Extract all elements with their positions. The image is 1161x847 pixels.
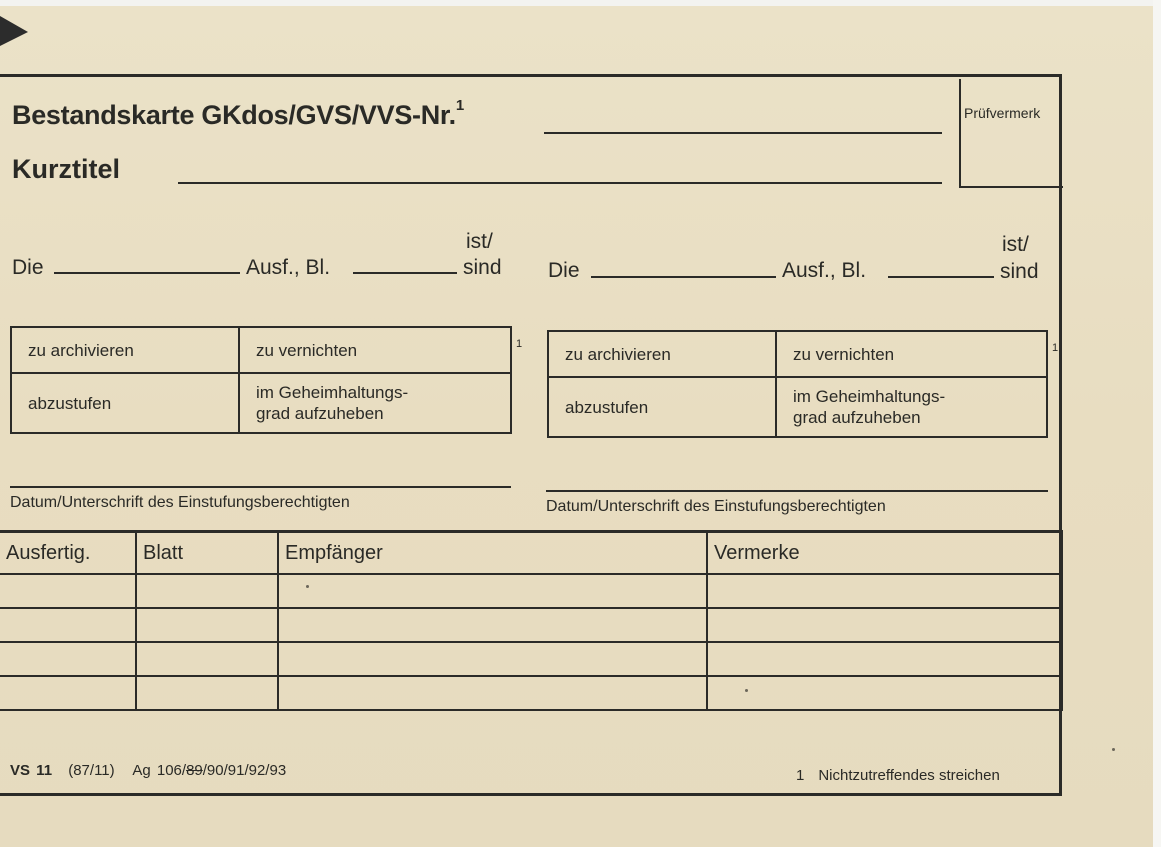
cell-remarks[interactable] xyxy=(707,574,1062,608)
form-code-footer xyxy=(10,762,286,779)
right-option-destroy[interactable]: zu vernichten xyxy=(776,331,1047,377)
scan-right-edge xyxy=(1153,0,1161,847)
cell-recipient[interactable] xyxy=(278,574,707,608)
distribution-table xyxy=(0,530,1063,711)
left-signature-line[interactable] xyxy=(10,486,511,488)
left-sheet-field-line[interactable] xyxy=(353,272,457,274)
form-edition: (87/11) xyxy=(68,762,115,779)
right-ist-label: ist/ xyxy=(1002,233,1029,256)
header-sheet: Blatt xyxy=(136,532,278,575)
scan-top-edge xyxy=(0,0,1161,6)
left-sind-label: sind xyxy=(463,256,502,279)
footnote-text: Nichtzutreffendes streichen xyxy=(818,767,1000,784)
cell-copy[interactable] xyxy=(0,574,136,608)
cell-copy[interactable] xyxy=(0,676,136,710)
right-signature-line[interactable] xyxy=(546,490,1048,492)
corner-notch xyxy=(0,16,28,46)
left-option-destroy[interactable]: zu vernichten xyxy=(239,327,511,373)
left-die-label: Die xyxy=(12,256,44,279)
right-options-footnote: 1 xyxy=(1052,342,1059,354)
paper-speck xyxy=(1112,748,1115,751)
right-option-declassify[interactable]: im Geheimhaltungs- grad aufzuheben xyxy=(776,377,1047,437)
cell-sheet[interactable] xyxy=(136,676,278,710)
left-ist-label: ist/ xyxy=(466,230,493,253)
cell-remarks[interactable] xyxy=(707,676,1062,710)
table-row xyxy=(0,608,1062,642)
right-signature-label: Datum/Unterschrift des Einstufungsberechtigten xyxy=(546,498,886,515)
left-option-archive[interactable]: zu archivieren xyxy=(11,327,239,373)
table-row xyxy=(0,574,1062,608)
cell-recipient[interactable] xyxy=(278,642,707,676)
left-options-table xyxy=(10,326,512,434)
cell-sheet[interactable] xyxy=(136,574,278,608)
cell-recipient[interactable] xyxy=(278,608,707,642)
right-ausf-label: Ausf., Bl. xyxy=(782,259,867,282)
form-title: Bestandskarte GKdos/GVS/VVS-Nr.$^1$ xyxy=(12,97,464,130)
check-mark-box[interactable] xyxy=(959,79,1063,188)
short-title-label: Kurztitel xyxy=(12,154,120,184)
right-option-downgrade[interactable]: abzustufen xyxy=(548,377,776,437)
left-option-declassify[interactable]: im Geheimhaltungs- grad aufzuheben xyxy=(239,373,511,433)
cell-sheet[interactable] xyxy=(136,608,278,642)
right-die-label: Die xyxy=(548,259,580,282)
right-sind-label: sind xyxy=(1000,260,1039,283)
header-recipient: Empfänger xyxy=(278,532,707,575)
cell-copy[interactable] xyxy=(0,608,136,642)
left-ausf-label: Ausf., Bl. xyxy=(246,256,331,279)
right-copies-field-line[interactable] xyxy=(591,276,776,278)
left-signature-label: Datum/Unterschrift des Einstufungsberechtigten xyxy=(10,494,350,511)
left-option-downgrade[interactable]: abzustufen xyxy=(11,373,239,433)
short-title-field-line[interactable] xyxy=(178,182,942,184)
cell-remarks[interactable] xyxy=(707,642,1062,676)
table-header-row xyxy=(0,532,1062,575)
form-code: VS 11 xyxy=(10,762,53,779)
form-ag-numbers: 106/89/90/91/92/93 xyxy=(156,762,287,779)
right-option-archive[interactable]: zu archivieren xyxy=(548,331,776,377)
cell-recipient[interactable] xyxy=(278,676,707,710)
left-options-footnote: 1 xyxy=(516,338,523,350)
left-copies-field-line[interactable] xyxy=(54,272,240,274)
table-row xyxy=(0,642,1062,676)
header-remarks: Vermerke xyxy=(707,532,1062,575)
paper-speck xyxy=(745,689,748,692)
cell-sheet[interactable] xyxy=(136,642,278,676)
right-sheet-field-line[interactable] xyxy=(888,276,994,278)
footnote-number: 1 xyxy=(796,767,805,784)
header-copy: Ausfertig. xyxy=(0,532,136,575)
right-options-table xyxy=(547,330,1048,438)
cell-copy[interactable] xyxy=(0,642,136,676)
check-mark-label: Prüfvermerk xyxy=(964,105,1041,121)
number-field-line[interactable] xyxy=(544,132,942,134)
paper-speck xyxy=(306,585,309,588)
form-ag-label: Ag xyxy=(132,762,151,779)
cell-remarks[interactable] xyxy=(707,608,1062,642)
footnote-legend xyxy=(796,767,1014,784)
table-row xyxy=(0,676,1062,710)
